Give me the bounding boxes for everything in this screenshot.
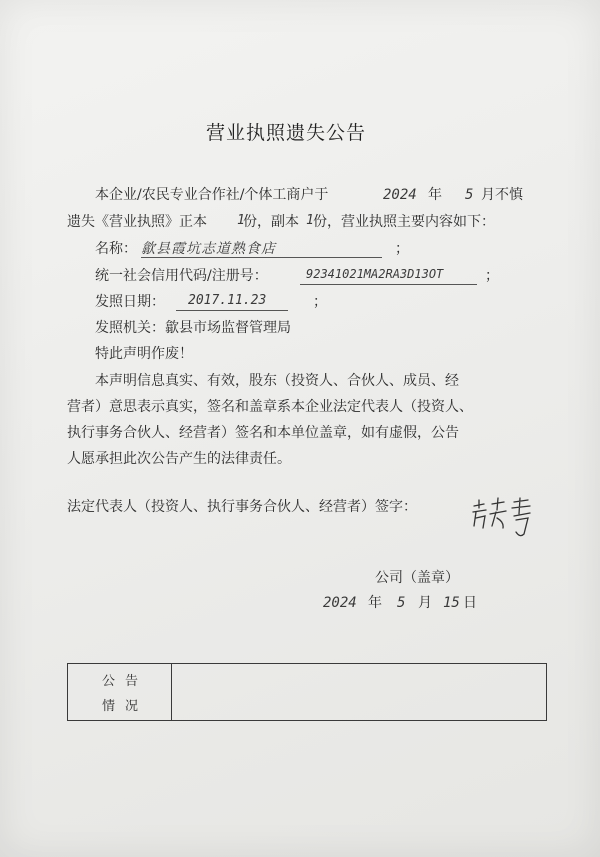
date-label: 发照日期：: [95, 294, 165, 310]
code-underline: [300, 284, 477, 285]
handwritten-business-name: 歙县霞坑志道熟食店: [141, 241, 276, 257]
sign-day-unit: 日: [463, 595, 477, 611]
table-head-line-2: 情况: [102, 699, 149, 714]
sign-month: 5: [397, 595, 406, 611]
statement-line-1: 本声明信息真实、有效，股东（投资人、合伙人、成员、经: [95, 373, 459, 389]
handwritten-original-count: 1: [237, 213, 245, 228]
name-label: 名称：: [95, 241, 137, 257]
signature-label: 法定代表人（投资人、执行事务合伙人、经营者）签字：: [67, 499, 417, 515]
handwritten-credit-code: 92341021MA2RA3D13OT: [306, 267, 444, 281]
name-end: ；: [395, 241, 409, 257]
sign-month-unit: 月: [418, 595, 432, 611]
announcement-table: [67, 663, 547, 721]
code-end: ；: [485, 268, 499, 284]
para1-line2-suffix: 份，营业执照主要内容如下：: [313, 214, 495, 230]
authority-value: 歙县市场监督管理局: [165, 320, 291, 336]
date-underline: [176, 310, 288, 311]
handwritten-month: 5: [465, 187, 474, 203]
statement-line-3: 执行事务合伙人、经营者）签名和本单位盖章，如有虚假，公告: [67, 425, 459, 441]
copy-label: 份，副本: [243, 214, 299, 230]
handwritten-issue-date: 2017.11.23: [188, 293, 267, 308]
para1-line1-prefix: 本企业/农民专业合作社/个体工商户于: [95, 187, 329, 203]
name-underline: [141, 257, 382, 258]
year-unit: 年: [428, 187, 442, 203]
sign-day: 15: [443, 595, 460, 611]
statement-line-4: 人愿承担此次公告产生的法律责任。: [67, 451, 291, 467]
authority-label: 发照机关：: [95, 320, 165, 336]
document-title: 营业执照遗失公告: [206, 122, 367, 144]
sign-year-unit: 年: [368, 595, 382, 611]
date-end: ；: [313, 294, 327, 310]
handwritten-signature: [470, 496, 540, 540]
statement-line-2: 营者）意思表示真实，签名和盖章系本企业法定代表人（投资人、: [67, 399, 473, 415]
void-declaration: 特此声明作废！: [95, 346, 193, 362]
company-seal-label: 公司（盖章）: [375, 570, 459, 586]
para1-line2-prefix: 遗失《营业执照》正本: [67, 214, 207, 230]
announcement-table-header: [68, 664, 172, 720]
code-label: 统一社会信用代码/注册号：: [95, 268, 268, 284]
handwritten-year: 2024: [383, 187, 417, 203]
table-head-line-1: 公告: [102, 674, 149, 689]
handwritten-copy-count: 1: [306, 213, 314, 228]
sign-year: 2024: [323, 595, 357, 611]
month-suffix: 月不慎: [481, 187, 523, 203]
